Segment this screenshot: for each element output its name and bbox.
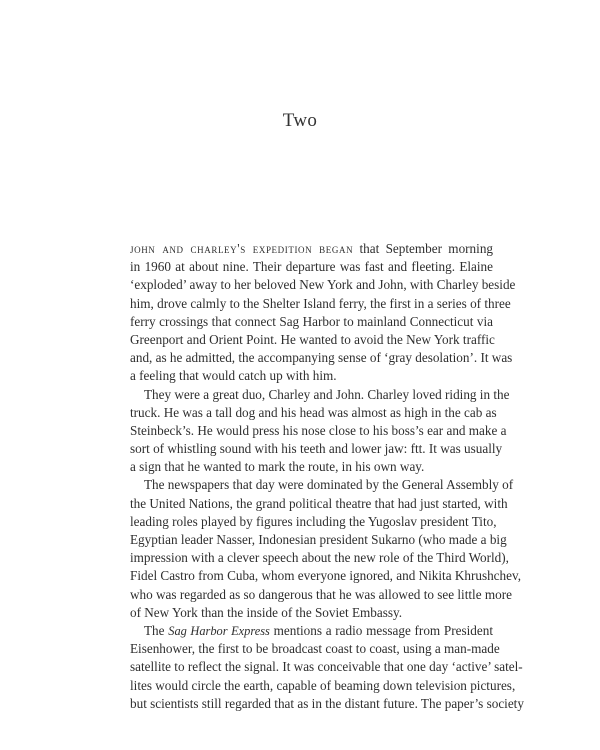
text-span: Steinbeck’s. He would press his nose close to his boss’s ear and make a	[130, 422, 507, 438]
text-line	[130, 531, 507, 549]
text-line	[130, 440, 503, 458]
text-line	[130, 677, 516, 695]
body-text	[130, 240, 524, 713]
text-line	[130, 458, 493, 476]
text-line	[130, 386, 510, 404]
text-span: him, drove calmly to the Shelter Island ferry, the first in a series of three	[130, 295, 511, 311]
text-span: satellite to reflect the signal. It was conceivable that one day ‘active’ satel-	[130, 659, 523, 675]
text-line	[130, 313, 493, 331]
text-line	[130, 640, 500, 658]
text-span: ‘exploded’ away to her beloved New York and John, with Charley beside	[130, 277, 516, 293]
text-span: The newspapers that day were dominated by the General Assembly of	[144, 477, 514, 493]
text-line	[130, 240, 493, 258]
paragraph	[130, 386, 510, 477]
text-line	[130, 604, 493, 622]
text-line	[130, 295, 511, 313]
text-span: impression with a clever speech about the new role of the Third World),	[130, 550, 509, 566]
text-span: ferry crossings that connect Sag Harbor to mainland Connecticut via	[130, 313, 493, 329]
text-line	[130, 258, 493, 276]
text-span: a sign that he wanted to mark the route, in his own way.	[130, 459, 425, 475]
text-span: sort of whistling sound with his teeth and lower jaw: ftt. It was usually	[130, 441, 503, 457]
text-span: Fidel Castro from Cuba, whom everyone ignored, and Nikita Khrushchev,	[130, 568, 522, 584]
text-line	[130, 586, 512, 604]
paragraph	[130, 240, 516, 386]
text-span: The	[144, 622, 169, 638]
text-line	[130, 513, 497, 531]
text-line	[130, 549, 509, 567]
text-span: lites would circle the earth, capable of beaming down television pictures,	[130, 677, 516, 693]
text-span: and, as he admitted, the accompanying sense of ‘gray desolation’. It was	[130, 350, 513, 366]
text-span: Eisenhower, the first to be broadcast coast to coast, using a man-made	[130, 641, 500, 657]
text-span: in 1960 at about nine. Their departure was fast and fleeting. Elaine	[130, 259, 493, 275]
text-line	[130, 349, 513, 367]
text-span: They were a great duo, Charley and John. Charley loved riding in the	[144, 386, 510, 402]
text-line	[130, 276, 516, 294]
text-span: that September morning	[353, 241, 494, 256]
text-span: but scientists still regarded that as in the distant future. The paper’s society	[130, 695, 524, 711]
text-line	[130, 367, 493, 385]
text-span: truck. He was a tall dog and his head was almost as high in the cab as	[130, 404, 497, 420]
text-span: of New York than the inside of the Soviet Embassy.	[130, 604, 403, 620]
text-line	[130, 622, 493, 640]
paragraph	[130, 476, 522, 622]
text-line	[130, 567, 522, 585]
text-span: leading roles played by figures including the Yugoslav president Tito,	[130, 513, 497, 529]
text-span: mentions a radio message from President	[269, 622, 493, 638]
text-span: Greenport and Orient Point. He wanted to avoid the New York traffic	[130, 331, 495, 347]
italic-title: Sag Harbor Express	[168, 623, 270, 638]
text-line	[130, 695, 524, 713]
text-span: Egyptian leader Nasser, Indonesian president Sukarno (who made a big	[130, 532, 507, 547]
text-line	[130, 658, 523, 676]
small-caps-lead: john and charley's expedition began	[130, 241, 354, 256]
text-line	[130, 331, 493, 349]
paragraph	[130, 622, 524, 713]
text-span: the United Nations, the grand political theatre that had just started, with	[130, 495, 508, 511]
text-line	[130, 404, 497, 422]
text-span: a feeling that would catch up with him.	[130, 368, 337, 384]
chapter-title: Two	[282, 110, 318, 131]
text-line	[130, 476, 514, 494]
text-span: who was regarded as so dangerous that he was allowed to see little more	[130, 586, 512, 602]
text-line	[130, 422, 507, 440]
text-line	[130, 495, 508, 513]
